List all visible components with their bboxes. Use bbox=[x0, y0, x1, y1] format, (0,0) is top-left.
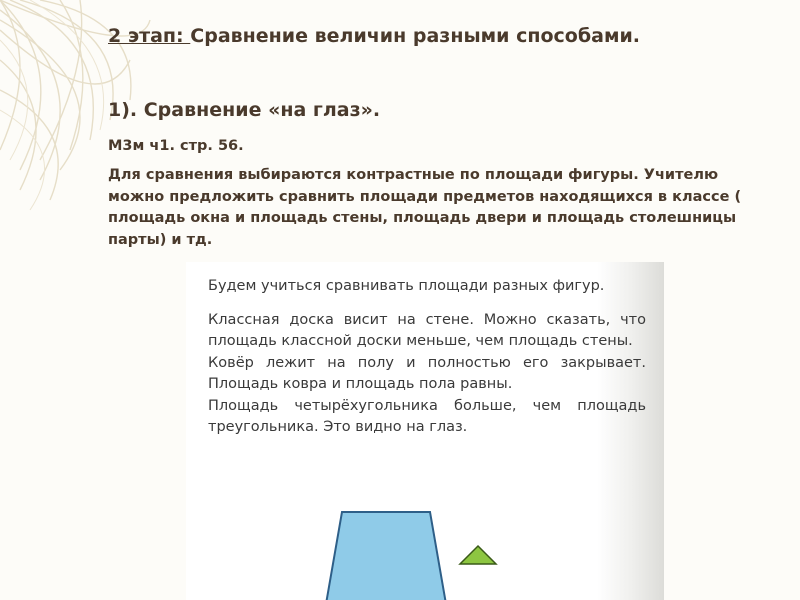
textbook-line-board: Классная доска висит на стене. Можно сказать, что площадь классной доски меньше, чем площадь стены. bbox=[208, 311, 646, 349]
heading-title: Сравнение величин разными способами. bbox=[190, 25, 641, 47]
slide-subheading: 1). Сравнение «на глаз». bbox=[108, 99, 381, 121]
slide-content bbox=[108, 22, 768, 251]
textbook-intro: Будем учиться сравнивать площади разных фигур. bbox=[208, 278, 605, 294]
slide-heading bbox=[108, 22, 768, 50]
triangle-figure bbox=[460, 546, 496, 564]
heading-stage: 2 этап: bbox=[108, 25, 191, 47]
textbook-line-carpet: Ковёр лежит на полу и полностью его закрывает. Площадь ковра и площадь пола равны. bbox=[208, 354, 646, 392]
textbook-reference: М3м ч1. стр. 56. bbox=[108, 138, 244, 154]
textbook-excerpt bbox=[186, 262, 664, 600]
textbook-line-shapes: Площадь четырёхугольника больше, чем площадь треугольника. Это видно на глаз. bbox=[208, 397, 646, 435]
trapezoid-figure bbox=[326, 512, 446, 600]
figures bbox=[186, 262, 664, 600]
instruction-paragraph: Для сравнения выбираются контрастные по площади фигуры. Учителю можно предложить сравнить площади предметов находящихся в классе ( площадь окна и площадь стены, площадь двери и площадь столешницы парты) и тд. bbox=[108, 167, 742, 248]
